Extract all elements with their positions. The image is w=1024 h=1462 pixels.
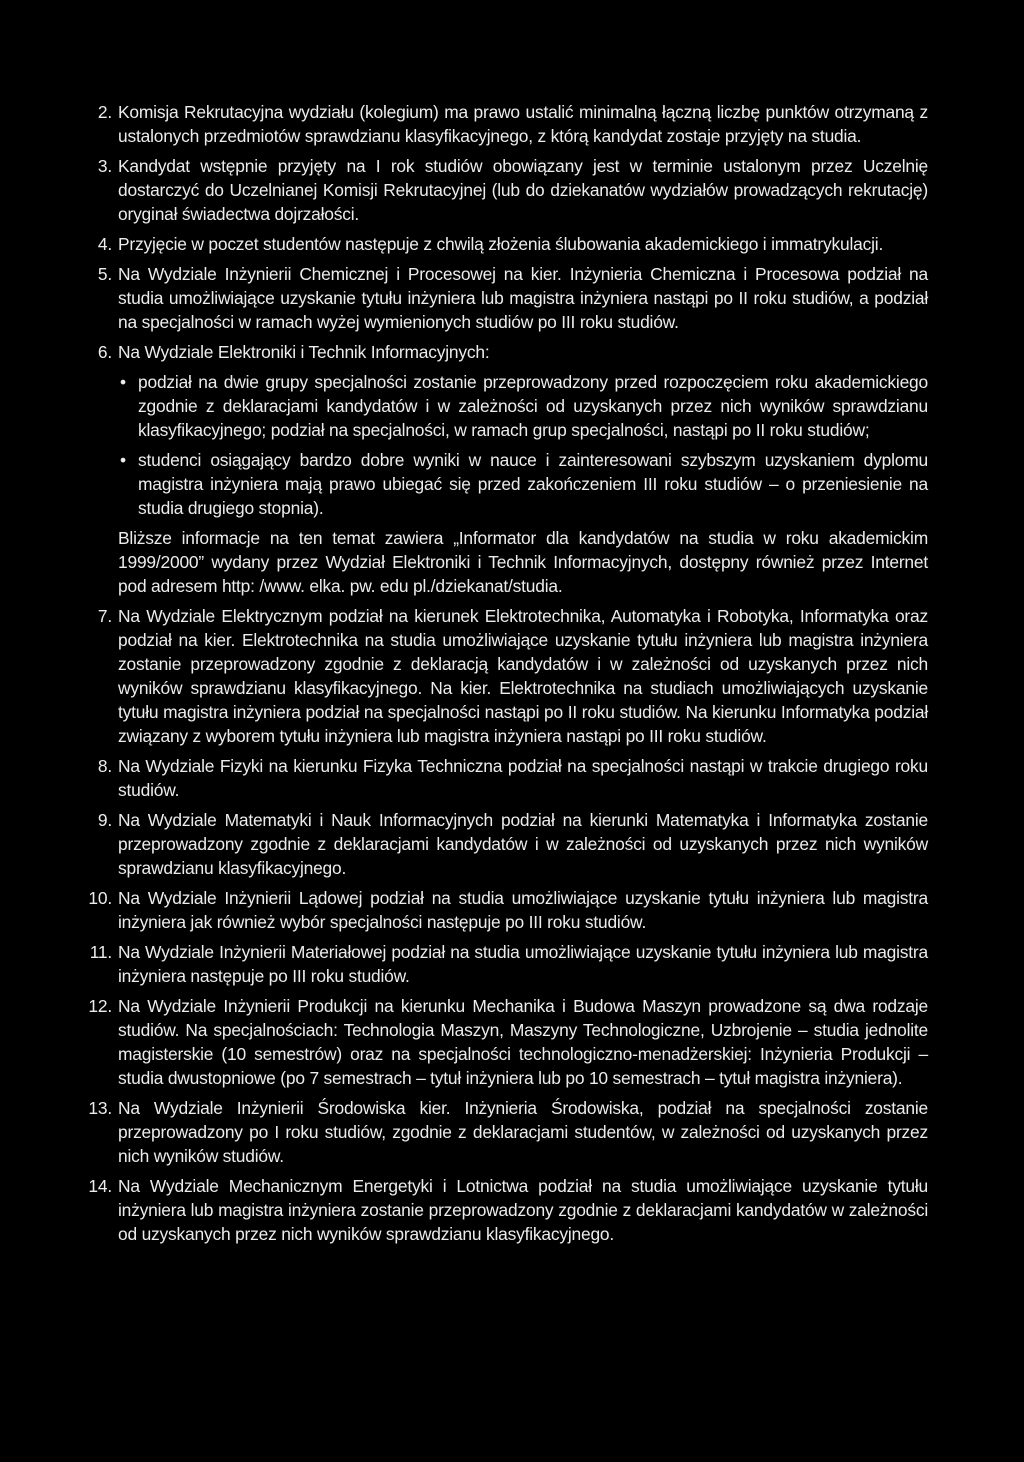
item-text: Na Wydziale Elektrycznym podział na kierunek Elektrotechnika, Automatyka i Robotyka, Informatyka oraz podział na kier. Elektrotechnika na studia umożliwiające uzyskanie tytułu inżyniera lub magistra inżyniera zostanie przeprowadzony zgodnie z deklaracją kandydatów i w zależności od uzyskanych przez nich wyników sprawdzianu klasyfikacyjnego. Na kier. Elektrotechnika na studiach umożliwiających uzyskanie tytułu magistra inżyniera podział na specjalności nastąpi po II roku studiów. Na kierunku Informatyka podział związany z wyborem tytułu inżyniera lub magistra inżyniera nastąpi po III roku studiów. bbox=[118, 606, 928, 746]
item-text: Na Wydziale Matematyki i Nauk Informacyjnych podział na kierunki Matematyka i Informatyka zostanie przeprowadzony zgodnie z deklaracjami kandydatów i w zależności od uzyskanych przez nich wyników sprawdzianu klasyfikacyjnego. bbox=[118, 810, 928, 878]
item-text: Na Wydziale Inżynierii Chemicznej i Procesowej na kier. Inżynieria Chemiczna i Procesowa podział na studia umożliwiające uzyskanie tytułu inżyniera lub magistra inżyniera nastąpi po II roku studiów, a podział na specjalności w ramach wyżej wymienionych studiów po III roku studiów. bbox=[118, 264, 928, 332]
list-item-14 bbox=[80, 1174, 928, 1246]
item-text: Komisja Rekrutacyjna wydziału (kolegium) ma prawo ustalić minimalną łączną liczbę punktów otrzymaną z ustalonych przedmiotów sprawdzianu klasyfikacyjnego, z którą kandydat zostaje przyjęty na studia. bbox=[118, 102, 928, 146]
item-number: 2. bbox=[97, 102, 112, 122]
bullet-text: podział na dwie grupy specjalności zostanie przeprowadzony przed rozpoczęciem roku akademickiego zgodnie z deklaracjami kandydatów i w zależności od uzyskanych przez nich wyników sprawdzianu klasyfikacyjnego; podział na specjalności, w ramach grup specjalności, nastąpi po II roku studiów; bbox=[138, 372, 928, 440]
item-number: 11. bbox=[89, 942, 112, 962]
list-item-12 bbox=[80, 994, 928, 1090]
item-number: 5. bbox=[97, 264, 112, 284]
list-item-7 bbox=[80, 604, 928, 748]
list-item-11 bbox=[80, 940, 928, 988]
document-page bbox=[80, 100, 928, 1252]
list-item-10 bbox=[80, 886, 928, 934]
bullet-list bbox=[118, 370, 928, 520]
item-text: Na Wydziale Inżynierii Lądowej podział na studia umożliwiające uzyskanie tytułu inżyniera lub magistra inżyniera jak również wybór specjalności następuje po III roku studiów. bbox=[118, 888, 928, 932]
item-text: Na Wydziale Inżynierii Produkcji na kierunku Mechanika i Budowa Maszyn prowadzone są dwa rodzaje studiów. Na specjalnościach: Technologia Maszyn, Maszyny Technologiczne, Uzbrojenie – studia jednolite magisterskie (10 semestrów) oraz na specjalności technologiczno-menadżerskiej: Inżynieria Produkcji – studia dwustopniowe (po 7 semestrach – tytuł inżyniera lub po 10 semestrach – tytuł magistra inżyniera). bbox=[118, 996, 928, 1088]
item-number: 13. bbox=[88, 1098, 112, 1118]
bullet-item bbox=[118, 370, 928, 442]
bullet-item bbox=[118, 448, 928, 520]
list-item-13 bbox=[80, 1096, 928, 1168]
list-item-8 bbox=[80, 754, 928, 802]
list-item-5 bbox=[80, 262, 928, 334]
list-item-6 bbox=[80, 340, 928, 598]
additional-info-paragraph: Bliższe informacje na ten temat zawiera „Informator dla kandydatów na studia w roku akademickim 1999/2000” wydany przez Wydział Elektroniki i Technik Informacyjnych, dostępny również przez Internet pod adresem http: /www. elka. pw. edu pl./dziekanat/studia. bbox=[118, 528, 928, 596]
item-number: 9. bbox=[97, 810, 112, 830]
item-number: 3. bbox=[97, 156, 112, 176]
item-number: 12. bbox=[88, 996, 112, 1016]
item-text: Kandydat wstępnie przyjęty na I rok studiów obowiązany jest w terminie ustalonym przez Uczelnię dostarczyć do Uczelnianej Komisji Rekrutacyjnej (lub do dziekanatów wydziałów prowadzących rekrutację) oryginał świadectwa dojrzałości. bbox=[118, 156, 928, 224]
item-number: 10. bbox=[88, 888, 112, 908]
item-text: Na Wydziale Fizyki na kierunku Fizyka Techniczna podział na specjalności nastąpi w trakcie drugiego roku studiów. bbox=[118, 756, 928, 800]
bullet-icon: • bbox=[120, 450, 126, 470]
item-number: 14. bbox=[88, 1176, 112, 1196]
list-item-9 bbox=[80, 808, 928, 880]
list-item-2 bbox=[80, 100, 928, 148]
item-text: Na Wydziale Mechanicznym Energetyki i Lotnictwa podział na studia umożliwiające uzyskanie tytułu inżyniera lub magistra inżyniera zostanie przeprowadzony zgodnie z deklaracjami kandydatów w zależności od uzyskanych przez nich wyników sprawdzianu klasyfikacyjnego. bbox=[118, 1176, 928, 1244]
item-number: 8. bbox=[97, 756, 112, 776]
bullet-text: studenci osiągający bardzo dobre wyniki w nauce i zainteresowani szybszym uzyskaniem dyplomu magistra inżyniera mają prawo ubiegać się przed zakończeniem III roku studiów – o przeniesienie na studia drugiego stopnia). bbox=[138, 450, 928, 518]
item-number: 7. bbox=[97, 606, 112, 626]
bullet-icon: • bbox=[120, 372, 126, 392]
item-text: Na Wydziale Elektroniki i Technik Informacyjnych: bbox=[118, 342, 490, 362]
list-item-3 bbox=[80, 154, 928, 226]
item-number: 6. bbox=[97, 342, 112, 362]
item-text: Przyjęcie w poczet studentów następuje z chwilą złożenia ślubowania akademickiego i immatrykulacji. bbox=[118, 234, 884, 254]
item-text: Na Wydziale Inżynierii Materiałowej podział na studia umożliwiające uzyskanie tytułu inżyniera lub magistra inżyniera następuje po III roku studiów. bbox=[118, 942, 928, 986]
item-number: 4. bbox=[97, 234, 112, 254]
list-item-4 bbox=[80, 232, 928, 256]
item-text: Na Wydziale Inżynierii Środowiska kier. Inżynieria Środowiska, podział na specjalności zostanie przeprowadzony po I roku studiów, zgodnie z deklaracjami studentów, w zależności od uzyskanych przez nich wyników studiów. bbox=[118, 1098, 928, 1166]
